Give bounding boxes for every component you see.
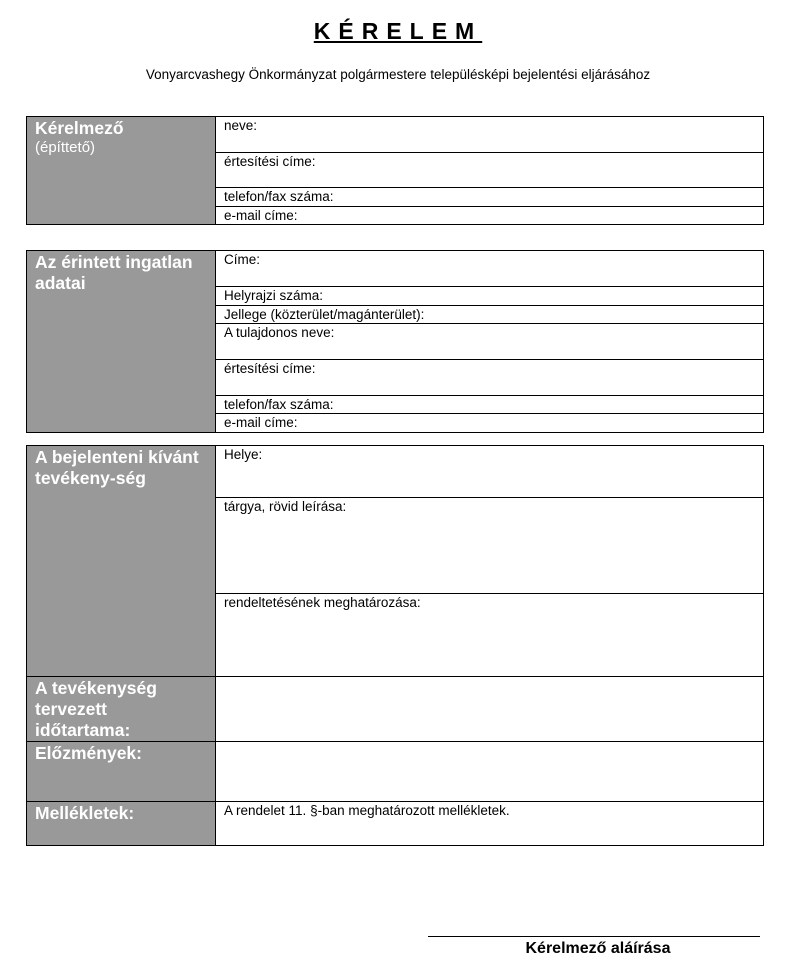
property-address-field[interactable]: Címe: [216,251,764,287]
applicant-sublabel: (építtető) [35,139,96,156]
owner-address-field[interactable]: értesítési címe: [216,360,764,396]
antecedents-label: Előzmények: [27,742,216,802]
duration-field[interactable] [216,677,764,742]
applicant-phone-field[interactable]: telefon/fax száma: [216,188,764,207]
applicant-label: Kérelmező (építtető) [27,117,216,225]
activity-label: A bejelenteni kívánt tevékeny-ség [27,446,216,677]
document-title: KÉRELEM [313,18,483,44]
property-label: Az érintett ingatlan adatai [27,251,216,433]
applicant-table [26,116,764,225]
activity-location-field[interactable]: Helye: [216,446,764,498]
activity-purpose-field[interactable]: rendeltetésének meghatározása: [216,594,764,677]
owner-email-field[interactable]: e-mail címe: [216,414,764,433]
signature-line [428,936,760,937]
document-subtitle: Vonyarcvashegy Önkormányzat polgármestere településképi bejelentési eljárásához [145,67,651,82]
applicant-address-field[interactable]: értesítési címe: [216,153,764,188]
attachments-label: Mellékletek: [27,802,216,846]
property-table [26,250,764,433]
signature-label: Kérelmező aláírása [525,940,671,957]
antecedents-field[interactable] [216,742,764,802]
attachments-field[interactable]: A rendelet 11. §-ban meghatározott mellékletek. [216,802,764,846]
owner-phone-field[interactable]: telefon/fax száma: [216,396,764,414]
property-type-field[interactable]: Jellege (közterület/magánterület): [216,306,764,324]
owner-name-field[interactable]: A tulajdonos neve: [216,324,764,360]
property-lot-number-field[interactable]: Helyrajzi száma: [216,287,764,306]
activity-table [26,445,764,846]
applicant-name-field[interactable]: neve: [216,117,764,153]
applicant-email-field[interactable]: e-mail címe: [216,207,764,225]
activity-description-field[interactable]: tárgya, rövid leírása: [216,498,764,594]
duration-label: A tevékenység tervezett időtartama: [27,677,216,742]
